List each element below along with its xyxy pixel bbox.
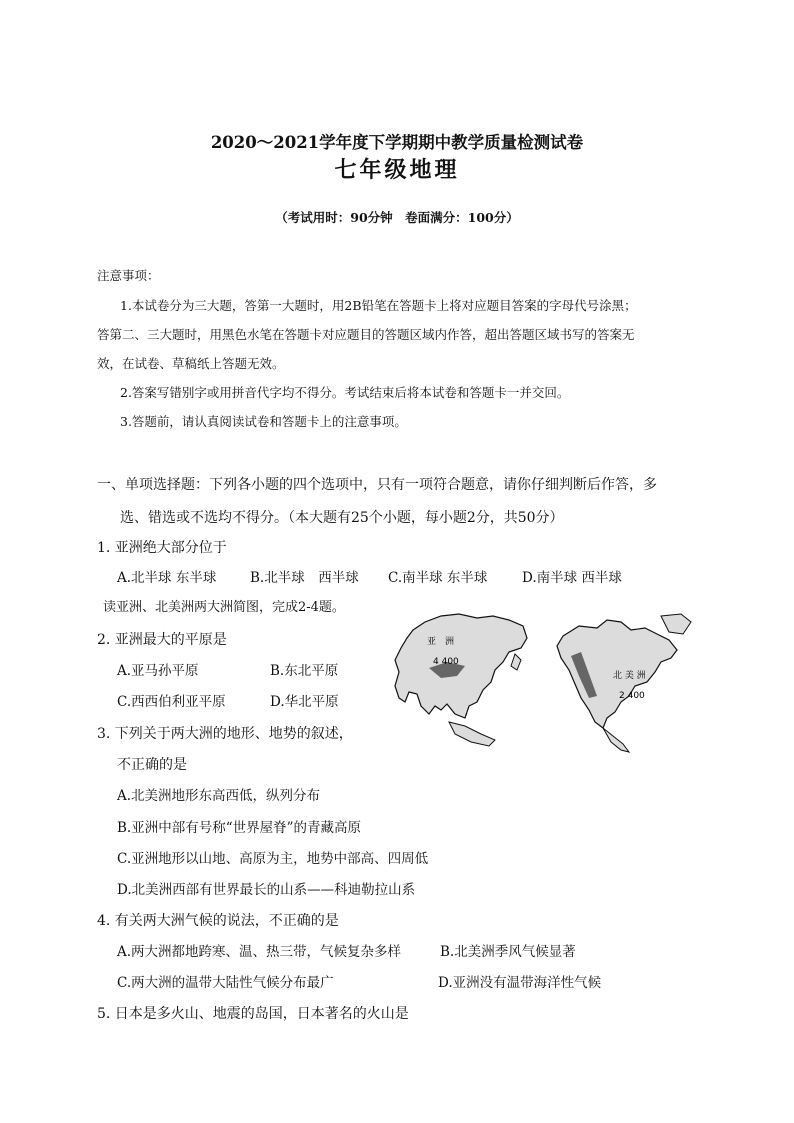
note-1-line-2: 答第二、三大题时，用黑色水笔在答题卡对应题目的答题区域内作答，超出答题区域书写的答案无 <box>97 327 635 342</box>
exam-info: （考试用时：90分钟 卷面满分：100分） <box>275 210 519 225</box>
question-1-option-c: C.南半球 东半球 <box>388 570 488 586</box>
map-intro: 读亚洲、北美洲两大洲简图，完成2-4题。 <box>103 600 345 615</box>
question-4-option-d: D.亚洲没有温带海洋性气候 <box>438 975 602 991</box>
question-4-stem: 4. 有关两大洲气候的说法，不正确的是 <box>97 913 339 929</box>
north-america-map <box>557 614 691 752</box>
question-3-option-b: B.亚洲中部有号称“世界屋脊”的青藏高原 <box>117 820 362 836</box>
north-america-label: 北 美 洲 <box>613 671 646 681</box>
sea-islands-icon <box>449 722 495 746</box>
question-2-option-c: C.西西伯利亚平原 <box>117 694 226 710</box>
question-1-option-d: D.南半球 西半球 <box>522 570 622 586</box>
section-1-instructions-line-1: 一、单项选择题：下列各小题的四个选项中，只有一项符合题意，请你仔细判断后作答，多 <box>97 477 657 493</box>
question-1-stem: 1. 亚洲绝大部分位于 <box>97 540 227 556</box>
greenland-icon <box>661 614 691 634</box>
notes-heading: 注意事项： <box>97 268 160 283</box>
question-2-option-b: B.东北平原 <box>270 663 339 679</box>
question-2-option-d: D.华北平原 <box>270 694 339 710</box>
note-3: 3.答题前，请认真阅读试卷和答题卡上的注意事项。 <box>120 414 407 429</box>
question-3-option-d: D.北美洲西部有世界最长的山系——科迪勒拉山系 <box>117 882 416 898</box>
question-4-option-b: B.北美洲季风气候显著 <box>440 944 576 960</box>
central-america-icon <box>603 728 629 752</box>
asia-value: 4 400 <box>433 657 459 667</box>
note-1-line-1: 1.本试卷分为三大题，答第一大题时，用2B铅笔在答题卡上将对应题目答案的字母代号涂黑； <box>120 298 637 313</box>
note-1-line-3: 效，在试卷、草稿纸上答题无效。 <box>97 356 285 371</box>
question-1-option-b: B.北半球 西半球 <box>250 570 359 586</box>
exam-title: 2020～2021学年度下学期期中教学质量检测试卷 <box>210 133 584 152</box>
question-4-option-c: C.两大洲的温带大陆性气候分布最广 <box>117 975 334 991</box>
question-5-stem: 5. 日本是多火山、地震的岛国，日本著名的火山是 <box>97 1006 409 1022</box>
asia-label: 亚 洲 <box>427 637 455 647</box>
question-3-option-a: A.北美洲地形东高西低，纵列分布 <box>117 788 321 804</box>
asia-map <box>395 614 527 746</box>
question-3-stem-line-1: 3. 下列关于两大洲的地形、地势的叙述， <box>97 726 353 742</box>
north-america-value: 2 400 <box>619 691 645 701</box>
question-2-stem: 2. 亚洲最大的平原是 <box>97 632 227 648</box>
question-1-option-a: A.北半球 东半球 <box>117 570 217 586</box>
note-2: 2.答案写错别字或用拼音代字均不得分。考试结束后将本试卷和答题卡一并交回。 <box>120 385 570 400</box>
question-2-option-a: A.亚马孙平原 <box>117 663 199 679</box>
question-3-option-c: C.亚洲地形以山地、高原为主，地势中部高、四周低 <box>117 851 429 867</box>
question-3-stem-line-2: 不正确的是 <box>117 757 187 773</box>
japan-islands-icon <box>511 654 521 670</box>
question-4-option-a: A.两大洲都地跨寒、温、热三带，气候复杂多样 <box>117 944 402 960</box>
subject-title: 七年级地理 <box>334 157 460 183</box>
section-1-instructions-line-2: 选、错选或不选均不得分。（本大题有25个小题，每小题2分，共50分） <box>120 510 564 526</box>
continents-map <box>385 610 717 756</box>
